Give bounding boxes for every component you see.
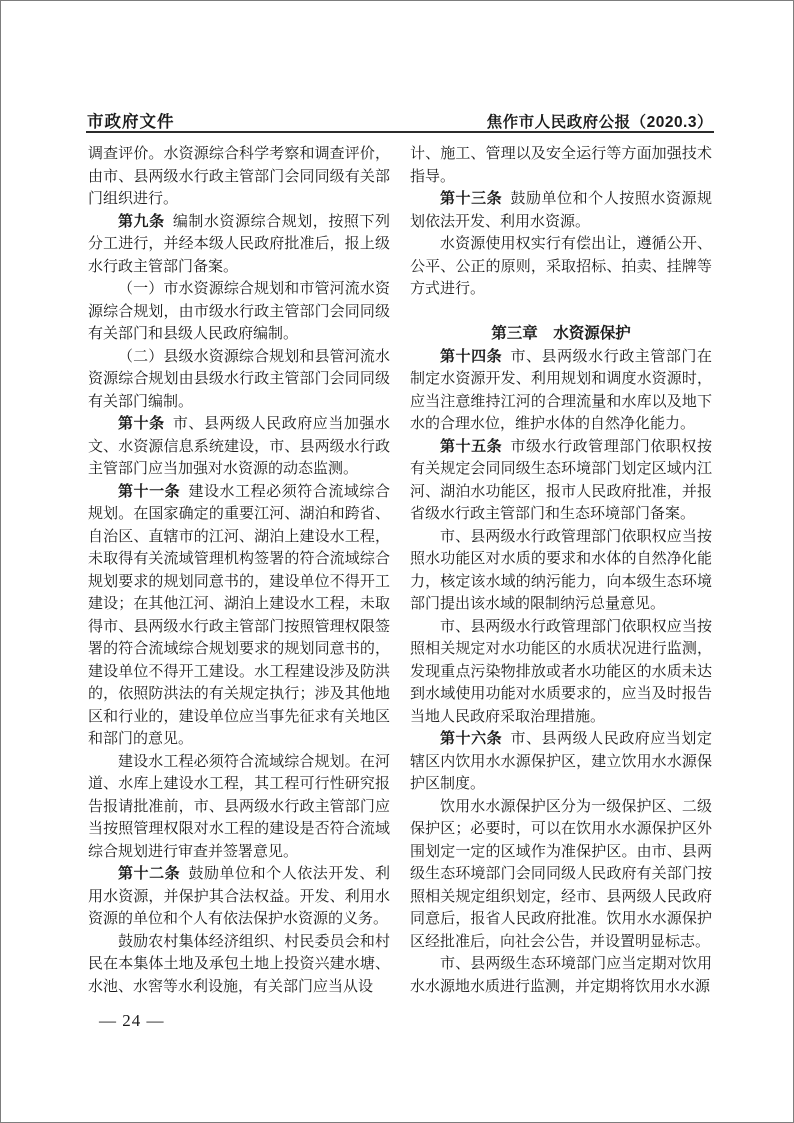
body-paragraph: 第十一条 建设水工程必须符合流域综合规划。在国家确定的重要江河、湖泊和跨省、自治区、直辖市的江河、湖泊上建设水工程，未取得有关流域管理机构签署的符合流域综合规划要求的规划同意书的，建设单位不得开工建设；在其他江河、湖泊上建设水工程，未取得市、县两级水行政主管部门按照管理权限签署的符合流域综合规划要求的规划同意书的，建设单位不得开工建设。水工程建设涉及防洪的，依照防洪法的有关规定执行；涉及其他地区和行业的，建设单位应当事先征求有关地区和部门的意见。 <box>88 482 390 747</box>
body-paragraph: 市、县两级水行政管理部门依职权应当按照水功能区对水质的要求和水体的自然净化能力，核定该水域的纳污能力，向本级生态环境部门提出该水域的限制纳污总量意见。 <box>410 528 712 612</box>
header-rule <box>86 131 714 133</box>
left-column <box>88 143 390 998</box>
page-header <box>87 108 713 132</box>
header-gazette-title: 焦作市人民政府公报（2020.3） <box>486 114 713 131</box>
body-paragraph: 建设水工程必须符合流域综合规划。在河道、水库上建设水工程，其工程可行性研究报告报请批准前，市、县两级水行政主管部门应当按照管理权限对水工程的建设是否符合流域综合规划进行审查并签署意见。 <box>88 753 390 860</box>
right-column <box>410 143 712 998</box>
page-footer <box>99 1011 165 1031</box>
body-paragraph: 第十五条 市级水行政管理部门依职权按有关规定会同同级生态环境部门划定区域内江河、湖泊水功能区，报市人民政府批准，并报省级水行政主管部门和生态环境部门备案。 <box>410 437 712 522</box>
header-section-label: 市政府文件 <box>87 113 175 131</box>
body-paragraph: （二）县级水资源综合规划和县管河流水资源综合规划由县级水行政主管部门会同同级有关部门编制。 <box>88 348 390 410</box>
article-number: 第十六条 <box>440 730 503 747</box>
body-paragraph: 饮用水水源保护区分为一级保护区、二级保护区；必要时，可以在饮用水水源保护区外围划定一定的区域作为准保护区。由市、县两级生态环境部门会同同级人民政府有关部门按照相关规定组织划定，经市、县两级人民政府同意后，报省人民政府批准。饮用水水源保护区经批准后，向社会公告，并设置明显标志。 <box>410 798 712 950</box>
body-paragraph: 第十二条 鼓励单位和个人依法开发、利用水资源，并保护其合法权益。开发、利用水资源的单位和个人有依法保护水资源的义务。 <box>88 865 390 927</box>
page-number: — 24 — <box>99 1011 165 1030</box>
article-number: 第十三条 <box>440 190 503 207</box>
document-body <box>88 143 712 998</box>
body-paragraph: 市、县两级水行政管理部门依职权应当按照相关规定对水功能区的水质状况进行监测，发现重点污染物排放或者水功能区的水质未达到水域使用功能对水质要求的，应当及时报告当地人民政府采取治理措施。 <box>410 618 712 725</box>
body-paragraph: 第十条 市、县两级人民政府应当加强水文、水资源信息系统建设，市、县两级水行政主管部门应当加强对水资源的动态监测。 <box>88 415 390 477</box>
article-number: 第十二条 <box>118 865 181 882</box>
article-number: 第十五条 <box>440 437 503 455</box>
article-number: 第九条 <box>118 212 165 230</box>
body-paragraph: 市、县两级生态环境部门应当定期对饮用水水源地水质进行监测，并定期将饮用水水源 <box>410 956 712 995</box>
body-paragraph: 鼓励农村集体经济组织、村民委员会和村民在本集体土地及承包土地上投资兴建水塘、水池、水窖等水利设施，有关部门应当从设 <box>88 933 390 995</box>
body-paragraph: 第十三条 鼓励单位和个人按照水资源规划依法开发、利用水资源。 <box>410 190 712 230</box>
body-paragraph: （一）市水资源综合规划和市管河流水资源综合规划，由市级水行政主管部门会同同级有关部门和县级人民政府编制。 <box>88 281 390 342</box>
body-paragraph: 第十六条 市、县两级人民政府应当划定辖区内饮用水水源保护区，建立饮用水水源保护区制度。 <box>410 730 712 792</box>
article-number: 第十条 <box>118 415 165 432</box>
body-paragraph: 第十四条 市、县两级水行政主管部门在制定水资源开发、利用规划和调度水资源时，应当注意维持江河的合理流量和水库以及地下水的合理水位，维护水体的自然净化能力。 <box>410 347 712 432</box>
article-number: 第十一条 <box>118 482 181 500</box>
chapter-heading: 第三章 水资源保护 <box>491 325 631 342</box>
body-paragraph: 计、施工、管理以及安全运行等方面加强技术指导。 <box>410 146 712 185</box>
body-paragraph: 水资源使用权实行有偿出让，遵循公开、公平、公正的原则，采取招标、拍卖、挂牌等方式进行。 <box>410 236 712 297</box>
body-paragraph: 调查评价。水资源综合科学考察和调查评价，由市、县两级水行政主管部门会同同级有关部门组织进行。 <box>88 146 390 207</box>
article-number: 第十四条 <box>440 347 503 365</box>
body-paragraph: 第九条 编制水资源综合规划，按照下列分工进行，并经本级人民政府批准后，报上级水行政主管部门备案。 <box>88 212 390 275</box>
